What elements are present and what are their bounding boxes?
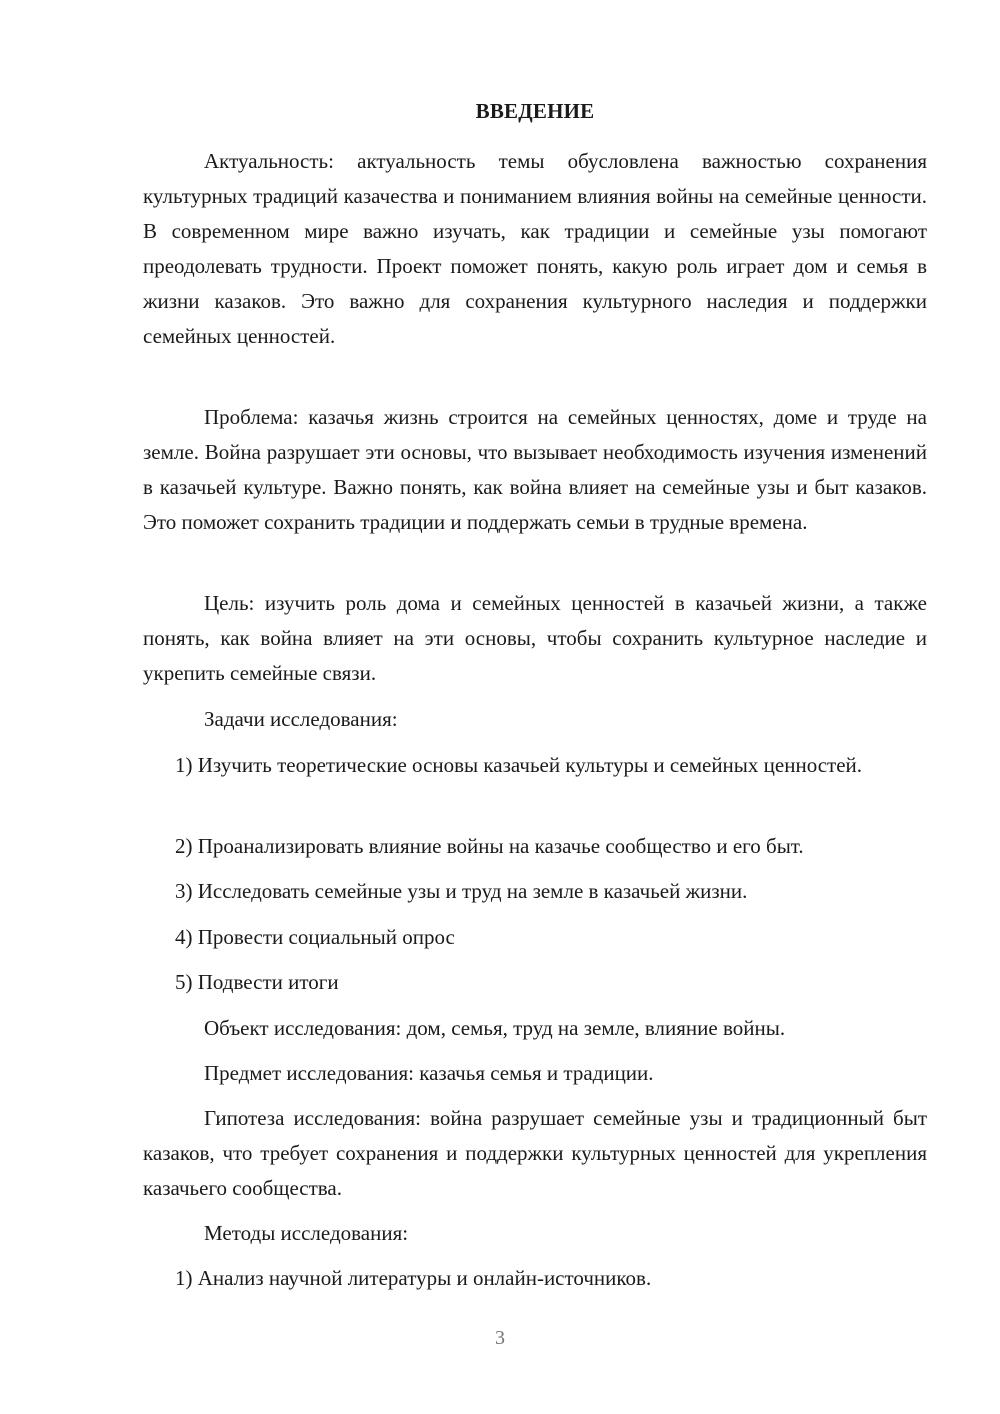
task-item-1: 1) Изучить теоретические основы казачьей культуры и семейных ценностей. <box>175 753 863 777</box>
section-title: ВВЕДЕНИЕ <box>475 99 595 123</box>
methods-heading: Методы исследования: <box>204 1221 409 1245</box>
task-item-3: 3) Исследовать семейные узы и труд на земле в казачьей жизни. <box>175 879 748 903</box>
paragraph-relevance: Актуальность: актуальность темы обусловлена важностью сохранения культурных традиций казачества и пониманием влияния войны на семейные ценности. В современном мире важно изучать, как традиции и семейные узы помогают преодолевать трудности. Проект поможет понять, какую роль играет дом и семья в жизни казаков. Это важно для сохранения культурного наследия и поддержки семейных ценностей. <box>143 149 927 348</box>
paragraph-hypothesis: Гипотеза исследования: война разрушает семейные узы и традиционный быт казаков, что требует сохранения и поддержки культурных ценностей для укрепления казачьего сообщества. <box>143 1106 927 1200</box>
task-item-5: 5) Подвести итоги <box>175 970 339 994</box>
paragraph-object: Объект исследования: дом, семья, труд на земле, влияние войны. <box>204 1016 786 1040</box>
paragraph-goal: Цель: изучить роль дома и семейных ценностей в казачьей жизни, а также понять, как война влияет на эти основы, чтобы сохранить культурное наследие и укрепить семейные связи. <box>143 591 927 685</box>
paragraph-problem: Проблема: казачья жизнь строится на семейных ценностях, доме и труде на земле. Война разрушает эти основы, что вызывает необходимость изучения изменений в казачьей культуре. Важно понять, как война влияет на семейные узы и быт казаков. Это поможет сохранить традиции и поддержать семьи в трудные времена. <box>143 405 927 534</box>
page-number: 3 <box>495 1327 505 1349</box>
task-item-2: 2) Проанализировать влияние войны на казачье сообщество и его быт. <box>175 834 804 858</box>
tasks-heading: Задачи исследования: <box>204 707 398 731</box>
paragraph-subject: Предмет исследования: казачья семья и традиции. <box>204 1061 654 1085</box>
method-item-1: 1) Анализ научной литературы и онлайн-источников. <box>175 1266 652 1290</box>
task-item-4: 4) Провести социальный опрос <box>175 925 455 949</box>
